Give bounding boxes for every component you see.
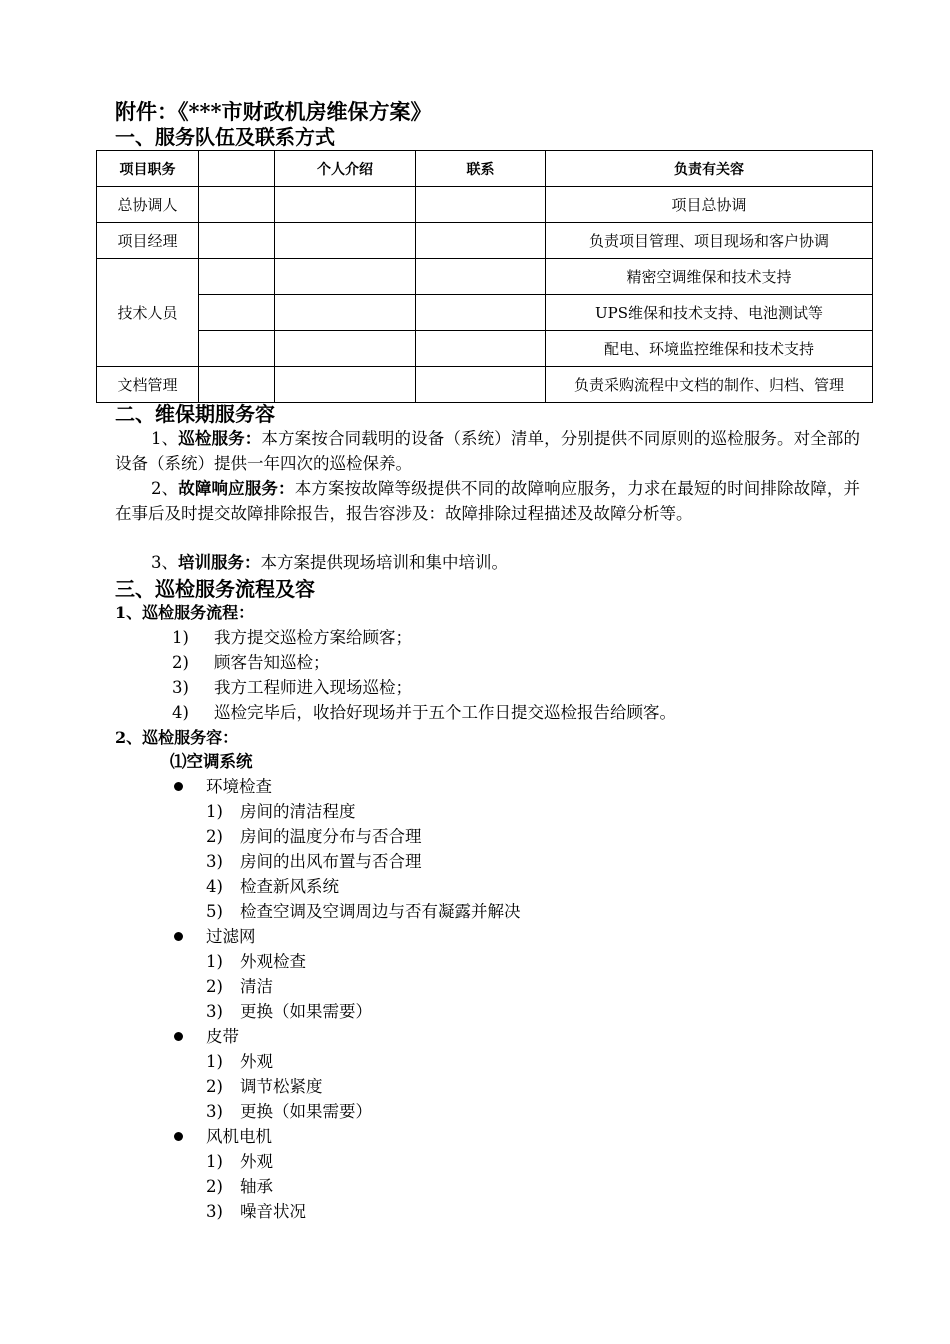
cell-responsibility: UPS维保和技术支持、电池测试等 <box>546 295 873 331</box>
cell-empty <box>416 331 546 367</box>
table-row <box>97 223 873 259</box>
list-item: 1) 房间的清洁程度 <box>206 802 356 821</box>
list-item: 4) 检查新风系统 <box>206 877 339 896</box>
list-item: 1) 外观 <box>206 1152 273 1171</box>
cell-responsibility: 负责项目管理、项目现场和客户协调 <box>546 223 873 259</box>
document-title: 附件：《***市财政机房维保方案》 <box>115 99 432 124</box>
table-header-row <box>97 151 873 187</box>
table-row <box>97 367 873 403</box>
service-label: 巡检服务： <box>178 429 262 448</box>
team-contact-table <box>96 150 873 403</box>
list-item: 2) 调节松紧度 <box>206 1077 323 1096</box>
cell-empty <box>416 295 546 331</box>
cell-empty <box>416 223 546 259</box>
cell-role: 总协调人 <box>97 187 199 223</box>
group-heading: 环境检查 <box>206 777 272 796</box>
cell-responsibility: 精密空调维保和技术支持 <box>546 259 873 295</box>
cell-empty <box>275 295 416 331</box>
cell-empty <box>416 367 546 403</box>
cell-empty <box>199 223 275 259</box>
list-item: 3) 房间的出风布置与否合理 <box>206 852 422 871</box>
list-item: 2) 房间的温度分布与否合理 <box>206 827 422 846</box>
cell-empty <box>199 331 275 367</box>
service-item-training: 3、培训服务：本方案提供现场培训和集中培训。 <box>151 553 508 572</box>
cell-empty <box>275 331 416 367</box>
service-label: 培训服务： <box>178 553 261 572</box>
service-label: 故障响应服务： <box>178 479 295 498</box>
list-item: 1) 外观检查 <box>206 952 306 971</box>
service-item-fault-response: 2、故障响应服务：本方案按故障等级提供不同的故障响应服务，力求在最短的时间排除故障，并在事后及时提交故障排除报告，报告容涉及：故障排除过程描述及故障分析等。 <box>115 479 861 523</box>
list-item: 3) 我方工程师进入现场巡检； <box>172 678 412 697</box>
list-item: 4) 巡检完毕后，收拾好现场并于五个工作日提交巡检报告给顾客。 <box>172 703 676 722</box>
service-item-inspection: 1、巡检服务：本方案按合同载明的设备（系统）清单，分别提供不同原则的巡检服务。对全部的设备（系统）提供一年四次的巡检保养。 <box>115 429 861 473</box>
header-responsibility: 负责有关容 <box>546 151 873 187</box>
cell-empty <box>416 187 546 223</box>
cell-role: 文档管理 <box>97 367 199 403</box>
cell-empty <box>275 223 416 259</box>
list-item: 3) 噪音状况 <box>206 1202 306 1221</box>
bullet-icon <box>174 932 183 941</box>
cell-empty <box>275 259 416 295</box>
cell-empty <box>199 187 275 223</box>
table-row <box>97 259 873 295</box>
list-item: 2) 顾客告知巡检； <box>172 653 330 672</box>
list-item: 2) 清洁 <box>206 977 273 996</box>
list-item: 3) 更换（如果需要） <box>206 1102 372 1121</box>
list-item: 5) 检查空调及空调周边与否有凝露并解决 <box>206 902 521 921</box>
cell-responsibility: 负责采购流程中文档的制作、归档、管理 <box>546 367 873 403</box>
header-blank <box>199 151 275 187</box>
cell-empty <box>275 187 416 223</box>
cell-role: 项目经理 <box>97 223 199 259</box>
cell-empty <box>275 367 416 403</box>
table-row <box>97 187 873 223</box>
list-item: 1) 我方提交巡检方案给顾客； <box>172 628 412 647</box>
content-heading: 2、巡检服务容： <box>115 728 239 747</box>
section2-heading: 二、维保期服务容 <box>115 402 275 426</box>
bullet-icon <box>174 1032 183 1041</box>
cell-empty <box>416 259 546 295</box>
cell-empty <box>199 295 275 331</box>
header-intro: 个人介绍 <box>275 151 416 187</box>
list-item: 3) 更换（如果需要） <box>206 1002 372 1021</box>
table-row <box>97 331 873 367</box>
cell-responsibility: 配电、环境监控维保和技术支持 <box>546 331 873 367</box>
cell-role: 技术人员 <box>97 259 199 367</box>
flow-heading: 1、巡检服务流程： <box>115 603 255 622</box>
header-role: 项目职务 <box>97 151 199 187</box>
cell-empty <box>199 367 275 403</box>
group-heading: 过滤网 <box>206 927 256 946</box>
bullet-icon <box>174 782 183 791</box>
list-item: 2) 轴承 <box>206 1177 273 1196</box>
cell-responsibility: 项目总协调 <box>546 187 873 223</box>
section3-heading: 三、巡检服务流程及容 <box>115 577 315 601</box>
table-row <box>97 295 873 331</box>
bullet-icon <box>174 1132 183 1141</box>
system-heading: ⑴空调系统 <box>170 752 253 771</box>
section1-heading: 一、服务队伍及联系方式 <box>115 125 335 149</box>
header-contact: 联系 <box>416 151 546 187</box>
list-item: 1) 外观 <box>206 1052 273 1071</box>
group-heading: 皮带 <box>206 1027 239 1046</box>
group-heading: 风机电机 <box>206 1127 272 1146</box>
cell-empty <box>199 259 275 295</box>
